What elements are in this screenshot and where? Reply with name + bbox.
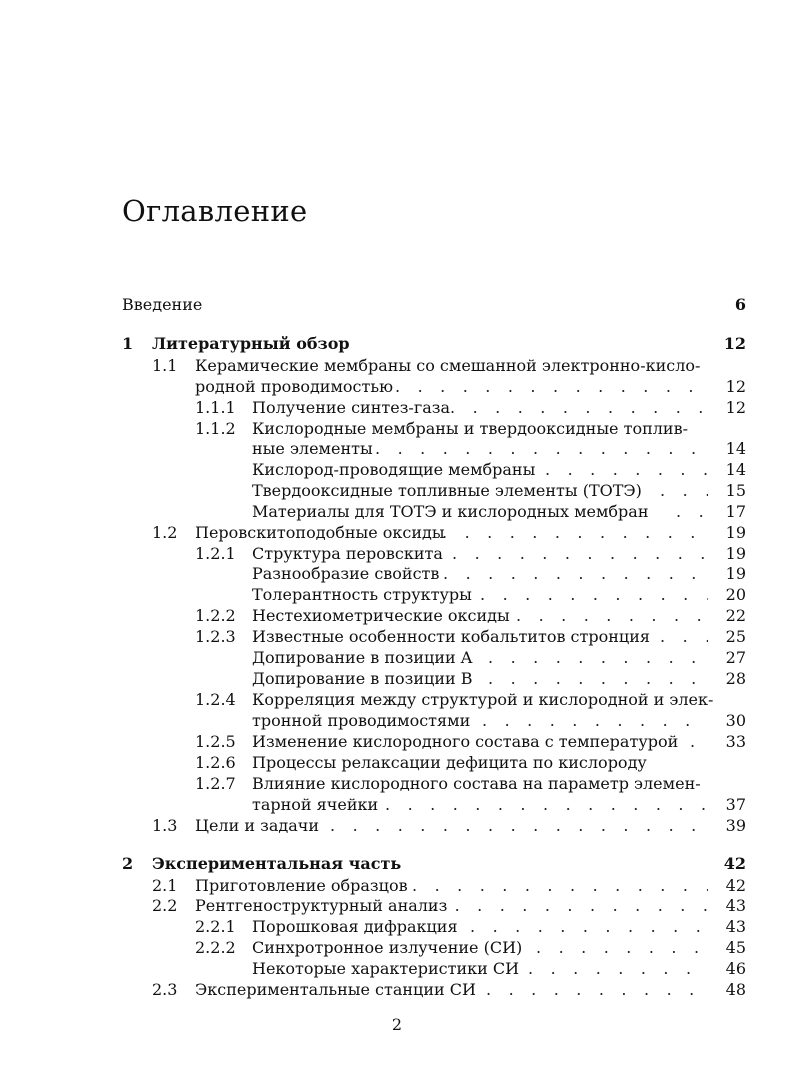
toc-leader-dots [442, 522, 708, 543]
toc-entry-title: родной проводимостью [195, 377, 393, 396]
toc-entry-page: 17 [725, 502, 746, 521]
toc-entry-title: тронной проводимостями [252, 711, 471, 730]
toc-entry-page: 12 [723, 334, 746, 353]
toc-leader-dots [452, 543, 708, 564]
toc-entry-number: 2.2.1 [195, 917, 236, 936]
toc-leader-dots [375, 438, 708, 459]
toc-entry-title: Известные особенности кобальтитов стронция [252, 627, 650, 646]
toc-leader-dots [660, 480, 708, 501]
toc-entry-title: Рентгеноструктурный анализ [195, 896, 448, 915]
toc-entry-title: Литературный обзор [152, 334, 350, 353]
toc-leader-dots [330, 815, 708, 836]
toc-entry-page: 33 [725, 732, 746, 751]
toc-entry-title: Некоторые характеристики СИ [252, 959, 520, 978]
toc-entry-number: 2.1 [152, 876, 178, 895]
toc-leader-dots [528, 958, 708, 979]
toc-entry-page: 19 [725, 523, 746, 542]
toc-entry-title: Влияние кислородного состава на параметр элемен- [252, 774, 701, 793]
toc-entry-number: 1.1 [152, 356, 178, 375]
toc-entry-title: Процессы релаксации дефицита по кислороду [252, 753, 647, 772]
toc-entry-page: 39 [725, 816, 746, 835]
toc-entry-number: 1.2.6 [195, 753, 236, 772]
toc-entry-title: Нестехиометрические оксиды [252, 606, 510, 625]
toc-entry-title: Перовскитоподобные оксиды [195, 523, 445, 542]
toc-leader-dots [482, 710, 708, 731]
toc-entry-title: Экспериментальные станции СИ [195, 980, 476, 999]
toc-entry-title: тарной ячейки [252, 795, 379, 814]
page-title: Оглавление [122, 194, 308, 228]
toc-leader-dots [443, 563, 708, 584]
toc-entry-number: 1.2 [152, 523, 178, 542]
toc-entry-number: 1.2.7 [195, 774, 236, 793]
toc-leader-dots [676, 501, 708, 522]
toc-leader-dots [545, 459, 708, 480]
toc-entry-page: 48 [725, 980, 746, 999]
toc-entry-title: Материалы для ТОТЭ и кислородных мембран [252, 502, 649, 521]
toc-leader-dots [395, 376, 708, 397]
toc-entry-title: Порошковая дифракция [252, 917, 458, 936]
toc-entry-page: 12 [725, 377, 746, 396]
toc-entry-title: Допирование в позиции B [252, 669, 473, 688]
toc-entry-title: Цели и задачи [195, 816, 319, 835]
toc-entry-page: 28 [725, 669, 746, 688]
toc-entry-number: 1.1.2 [195, 419, 236, 438]
toc-entry-page: 42 [723, 854, 746, 873]
toc-entry-title: Кислород-проводящие мембраны [252, 460, 536, 479]
toc-entry-page: 22 [725, 606, 746, 625]
toc-entry-title: Корреляция между структурой и кислородной и элек- [252, 690, 714, 709]
toc-leader-dots [412, 875, 708, 896]
toc-entry-title: Керамические мембраны со смешанной электронно-кисло- [195, 356, 701, 375]
toc-entry-title: Структура перовскита [252, 544, 443, 563]
toc-entry-number: 2.2 [152, 896, 178, 915]
toc-entry-title: Толерантность структуры [252, 585, 472, 604]
toc-entry-title: Синхротронное излучение (СИ) [252, 938, 523, 957]
toc-entry-page: 30 [725, 711, 746, 730]
toc-entry-title: Допирование в позиции A [252, 648, 473, 667]
toc-leader-dots [660, 626, 708, 647]
toc-entry-title: Экспериментальная часть [152, 854, 402, 873]
toc-entry-title: Введение [122, 295, 203, 314]
toc-entry-number: 1.3 [152, 816, 178, 835]
toc-entry-page: 14 [725, 460, 746, 479]
toc-entry-number: 1.2.5 [195, 732, 236, 751]
toc-leader-dots [488, 647, 708, 668]
toc-entry-page: 37 [725, 795, 746, 814]
toc-leader-dots [516, 605, 708, 626]
toc-leader-dots [470, 916, 708, 937]
toc-entry-number: 1 [122, 334, 134, 353]
toc-entry-number: 2.2.2 [195, 938, 236, 957]
toc-entry-title: Приготовление образцов [195, 876, 408, 895]
toc-entry-page: 27 [725, 648, 746, 667]
toc-entry-title: ные элементы [252, 439, 373, 458]
toc-entry-page: 12 [725, 398, 746, 417]
toc-entry-number: 1.2.1 [195, 544, 236, 563]
toc-entry-number: 1.1.1 [195, 398, 236, 417]
toc-leader-dots [385, 794, 708, 815]
toc-leader-dots [450, 397, 708, 418]
toc-entry-page: 15 [725, 481, 746, 500]
toc-leader-dots [480, 584, 708, 605]
toc-entry-number: 2 [122, 854, 134, 873]
toc-entry-page: 43 [725, 896, 746, 915]
toc-entry-page: 19 [725, 544, 746, 563]
toc-entry-title: Кислородные мембраны и твердооксидные топлив- [252, 419, 688, 438]
toc-entry-page: 19 [725, 564, 746, 583]
toc-leader-dots [486, 979, 708, 1000]
toc-entry-number: 2.3 [152, 980, 178, 999]
toc-entry-page: 42 [725, 876, 746, 895]
toc-entry-title: Изменение кислородного состава с температурой [252, 732, 679, 751]
toc-leader-dots [536, 937, 708, 958]
toc-entry-page: 43 [725, 917, 746, 936]
toc-leader-dots [432, 895, 708, 916]
toc-entry-page: 46 [725, 959, 746, 978]
page-number: 2 [391, 1015, 403, 1034]
toc-entry-number: 1.2.2 [195, 606, 236, 625]
toc-entry-page: 45 [725, 938, 746, 957]
toc-entry-page: 25 [725, 627, 746, 646]
toc-entry-page: 20 [725, 585, 746, 604]
toc-entry-title: Твердооксидные топливные элементы (ТОТЭ) [252, 481, 642, 500]
toc-leader-dots [690, 731, 708, 752]
toc-entry-title: Получение синтез-газа [252, 398, 451, 417]
toc-leader-dots [488, 668, 708, 689]
toc-entry-page: 6 [734, 295, 746, 314]
toc-entry-title: Разнообразие свойств [252, 564, 440, 583]
toc-entry-number: 1.2.4 [195, 690, 236, 709]
toc-entry-page: 14 [725, 439, 746, 458]
toc-entry-number: 1.2.3 [195, 627, 236, 646]
